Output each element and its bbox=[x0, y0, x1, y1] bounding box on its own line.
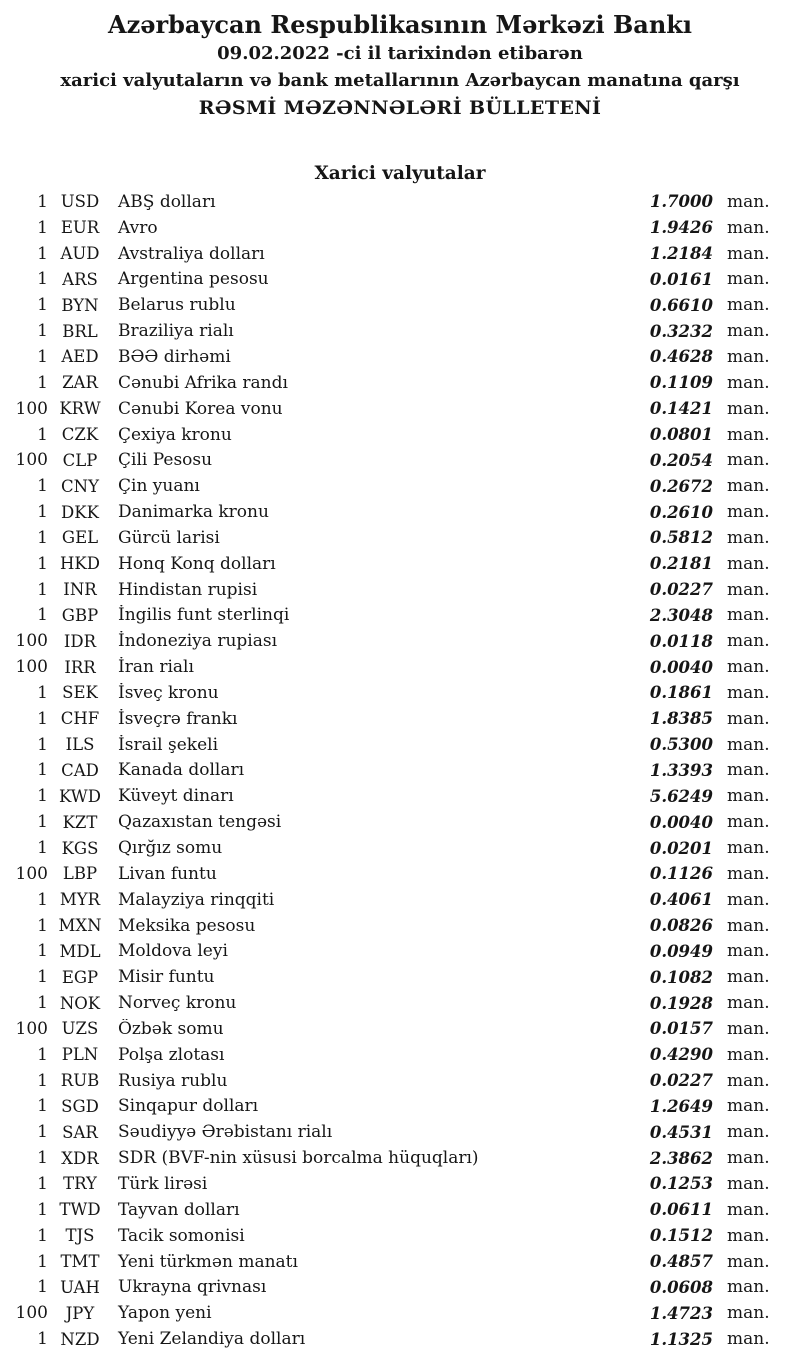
currency-quantity: 1 bbox=[37, 915, 48, 936]
currency-code: KRW bbox=[59, 399, 101, 419]
currency-quantity: 100 bbox=[15, 863, 48, 884]
currency-name: Özbək somu bbox=[118, 1018, 224, 1039]
unit-label: man. bbox=[727, 889, 770, 910]
exchange-rate: 0.1421 bbox=[649, 399, 713, 419]
unit-label: man. bbox=[727, 1018, 770, 1039]
unit-label: man. bbox=[727, 1148, 770, 1169]
currency-code: BYN bbox=[61, 295, 99, 315]
unit-label: man. bbox=[727, 1303, 770, 1324]
unit-label: man. bbox=[727, 1329, 770, 1350]
currency-row bbox=[0, 680, 774, 706]
currency-name: Avstraliya dolları bbox=[118, 243, 265, 264]
unit-label: man. bbox=[727, 734, 770, 755]
currency-code: MYR bbox=[59, 890, 101, 910]
currency-code: ARS bbox=[62, 269, 98, 289]
currency-quantity: 1 bbox=[37, 1096, 48, 1117]
currency-quantity: 100 bbox=[15, 1018, 48, 1039]
currency-name: Tacik somonisi bbox=[118, 1225, 245, 1246]
exchange-rate: 1.1325 bbox=[649, 1329, 713, 1349]
unit-label: man. bbox=[727, 450, 770, 471]
currency-name: Cənubi Afrika randı bbox=[118, 372, 288, 393]
currency-quantity: 1 bbox=[37, 993, 48, 1014]
currency-name: Malayziya rinqqiti bbox=[118, 889, 275, 910]
unit-label: man. bbox=[727, 1096, 770, 1117]
currency-quantity: 100 bbox=[15, 398, 48, 419]
currency-code: GEL bbox=[61, 528, 99, 548]
exchange-rate: 0.1082 bbox=[649, 967, 713, 987]
currency-name: Tayvan dolları bbox=[118, 1199, 240, 1220]
currency-name: Ukrayna qrivnası bbox=[118, 1277, 267, 1298]
currency-code: CHF bbox=[60, 709, 100, 729]
currency-code: TJS bbox=[65, 1226, 95, 1246]
unit-label: man. bbox=[727, 321, 770, 342]
unit-label: man. bbox=[727, 657, 770, 678]
currency-code: KZT bbox=[62, 812, 98, 832]
exchange-rate: 0.4857 bbox=[649, 1252, 713, 1272]
currency-code: CZK bbox=[61, 425, 99, 445]
currency-code: SAR bbox=[62, 1122, 98, 1142]
currency-quantity: 1 bbox=[37, 346, 48, 367]
currency-row bbox=[0, 525, 774, 551]
exchange-rate: 2.3862 bbox=[649, 1148, 713, 1168]
unit-label: man. bbox=[727, 708, 770, 729]
unit-label: man. bbox=[727, 993, 770, 1014]
currency-row bbox=[0, 1223, 774, 1249]
unit-label: man. bbox=[727, 915, 770, 936]
exchange-rate: 0.0608 bbox=[649, 1277, 713, 1297]
currency-row bbox=[0, 189, 774, 215]
unit-label: man. bbox=[727, 1225, 770, 1246]
unit-label: man. bbox=[727, 605, 770, 626]
currency-quantity: 100 bbox=[15, 631, 48, 652]
currency-code: ZAR bbox=[62, 373, 98, 393]
exchange-rate: 0.0118 bbox=[649, 631, 713, 651]
currency-quantity: 1 bbox=[37, 605, 48, 626]
currency-code: XDR bbox=[61, 1148, 99, 1168]
exchange-rate: 0.0227 bbox=[649, 1071, 713, 1091]
currency-quantity: 1 bbox=[37, 786, 48, 807]
currency-name: Rusiya rublu bbox=[118, 1070, 228, 1091]
currency-row bbox=[0, 499, 774, 525]
currency-code: INR bbox=[63, 580, 97, 600]
exchange-rate: 0.6610 bbox=[649, 295, 713, 315]
currency-quantity: 1 bbox=[37, 1122, 48, 1143]
currency-name: Livan funtu bbox=[118, 863, 217, 884]
currency-name: BƏƏ dirhəmi bbox=[118, 346, 231, 367]
unit-label: man. bbox=[727, 967, 770, 988]
currency-quantity: 1 bbox=[37, 372, 48, 393]
currency-code: ILS bbox=[65, 735, 95, 755]
currency-quantity: 1 bbox=[37, 321, 48, 342]
unit-label: man. bbox=[727, 372, 770, 393]
exchange-rate: 0.1109 bbox=[649, 373, 713, 393]
currency-quantity: 1 bbox=[37, 1044, 48, 1065]
currency-row bbox=[0, 628, 774, 654]
currency-quantity: 1 bbox=[37, 760, 48, 781]
currency-name: ABŞ dolları bbox=[118, 191, 216, 212]
bank-title: Azərbaycan Respublikasının Mərkəzi Bankı bbox=[107, 10, 693, 39]
unit-label: man. bbox=[727, 682, 770, 703]
unit-label: man. bbox=[727, 1199, 770, 1220]
currency-name: Səudiyyə Ərəbistanı rialı bbox=[118, 1122, 333, 1143]
currency-name: Hindistan rupisi bbox=[118, 579, 258, 600]
currency-name: İndoneziya rupiası bbox=[118, 631, 278, 652]
currency-name: Honq Konq dolları bbox=[118, 553, 276, 574]
currency-name: Çexiya kronu bbox=[118, 424, 232, 445]
currency-name: Çin yuanı bbox=[118, 476, 200, 497]
currency-name: Braziliya rialı bbox=[118, 321, 234, 342]
currency-quantity: 1 bbox=[37, 1070, 48, 1091]
currency-quantity: 1 bbox=[37, 812, 48, 833]
exchange-rate: 0.3232 bbox=[649, 321, 713, 341]
currency-code: UZS bbox=[61, 1019, 99, 1039]
currency-quantity: 1 bbox=[37, 941, 48, 962]
exchange-rate: 0.1928 bbox=[649, 993, 713, 1013]
unit-label: man. bbox=[727, 786, 770, 807]
currency-row bbox=[0, 1068, 774, 1094]
exchange-rate: 0.0161 bbox=[649, 269, 713, 289]
currency-code: IRR bbox=[64, 657, 96, 677]
currency-quantity: 1 bbox=[37, 553, 48, 574]
currency-row bbox=[0, 861, 774, 887]
currency-code: BRL bbox=[62, 321, 98, 341]
currency-row bbox=[0, 1300, 774, 1326]
currency-code: MXN bbox=[58, 916, 102, 936]
currency-row bbox=[0, 835, 774, 861]
currency-code: NZD bbox=[60, 1329, 100, 1349]
unit-label: man. bbox=[727, 527, 770, 548]
currency-row bbox=[0, 370, 774, 396]
exchange-rate: 0.1126 bbox=[649, 864, 713, 884]
unit-label: man. bbox=[727, 838, 770, 859]
currency-name: Çili Pesosu bbox=[118, 450, 213, 471]
currency-quantity: 1 bbox=[37, 217, 48, 238]
currency-code: DKK bbox=[61, 502, 99, 522]
currency-row bbox=[0, 1094, 774, 1120]
exchange-rate: 0.2610 bbox=[649, 502, 713, 522]
currency-name: Sinqapur dolları bbox=[118, 1096, 259, 1117]
currency-quantity: 100 bbox=[15, 1303, 48, 1324]
currency-row bbox=[0, 1274, 774, 1300]
currency-row bbox=[0, 603, 774, 629]
currency-code: KGS bbox=[61, 838, 99, 858]
unit-label: man. bbox=[727, 424, 770, 445]
currency-name: İngilis funt sterlinqi bbox=[118, 605, 290, 626]
currency-name: SDR (BVF-nin xüsusi borcalma hüquqları) bbox=[118, 1148, 479, 1169]
currency-name: Yeni Zelandiya dolları bbox=[118, 1329, 306, 1350]
unit-label: man. bbox=[727, 1070, 770, 1091]
exchange-rate: 0.0227 bbox=[649, 580, 713, 600]
currency-row bbox=[0, 1249, 774, 1275]
currency-name: Küveyt dinarı bbox=[118, 786, 234, 807]
currency-row bbox=[0, 1171, 774, 1197]
currency-code: AUD bbox=[60, 244, 100, 264]
currency-code: MDL bbox=[59, 941, 101, 961]
currency-row bbox=[0, 1016, 774, 1042]
currency-quantity: 1 bbox=[37, 1277, 48, 1298]
bulletin-header bbox=[0, 0, 800, 122]
currency-quantity: 1 bbox=[37, 1199, 48, 1220]
unit-label: man. bbox=[727, 1277, 770, 1298]
currency-row bbox=[0, 551, 774, 577]
exchange-rate: 0.4628 bbox=[649, 347, 713, 367]
currency-quantity: 1 bbox=[37, 889, 48, 910]
exchange-rate: 5.6249 bbox=[649, 786, 713, 806]
exchange-rate: 0.0040 bbox=[649, 812, 713, 832]
currency-code: PLN bbox=[61, 1045, 99, 1065]
exchange-rate: 0.1253 bbox=[649, 1174, 713, 1194]
currency-name: Türk lirəsi bbox=[118, 1173, 208, 1194]
section-title-foreign-currencies: Xarici valyutalar bbox=[314, 163, 486, 184]
currency-name: Yapon yeni bbox=[118, 1303, 212, 1324]
unit-label: man. bbox=[727, 1251, 770, 1272]
exchange-rate: 0.2672 bbox=[649, 476, 713, 496]
unit-label: man. bbox=[727, 346, 770, 367]
currency-code: JPY bbox=[65, 1303, 95, 1323]
currency-quantity: 1 bbox=[37, 734, 48, 755]
currency-quantity: 1 bbox=[37, 502, 48, 523]
currency-code: TWD bbox=[59, 1200, 101, 1220]
unit-label: man. bbox=[727, 217, 770, 238]
currency-code: NOK bbox=[59, 993, 101, 1013]
currency-code: KWD bbox=[59, 786, 101, 806]
currency-name: Gürcü larisi bbox=[118, 527, 220, 548]
exchange-rate: 0.0949 bbox=[649, 941, 713, 961]
exchange-rate: 0.4061 bbox=[649, 890, 713, 910]
exchange-rate: 0.1512 bbox=[649, 1226, 713, 1246]
currency-name: Argentina pesosu bbox=[118, 269, 269, 290]
currency-row bbox=[0, 447, 774, 473]
currency-name: Danimarka kronu bbox=[118, 502, 269, 523]
exchange-rate: 0.5300 bbox=[649, 735, 713, 755]
currency-code: TMT bbox=[60, 1252, 100, 1272]
currency-name: Norveç kronu bbox=[118, 993, 237, 1014]
bulletin-title-line: RƏSMİ MƏZƏNNƏLƏRİ BÜLLETENİ bbox=[198, 97, 602, 119]
currency-code: EGP bbox=[61, 967, 99, 987]
effective-date-line: 09.02.2022 -ci il tarixindən etibarən bbox=[217, 43, 583, 64]
currency-row bbox=[0, 318, 774, 344]
currency-quantity: 1 bbox=[37, 1225, 48, 1246]
currency-name: Moldova leyi bbox=[118, 941, 228, 962]
currency-name: Cənubi Korea vonu bbox=[118, 398, 283, 419]
currency-row bbox=[0, 732, 774, 758]
unit-label: man. bbox=[727, 1173, 770, 1194]
currency-row bbox=[0, 344, 774, 370]
unit-label: man. bbox=[727, 863, 770, 884]
currency-code: GBP bbox=[61, 605, 99, 625]
exchange-rate: 0.0157 bbox=[649, 1019, 713, 1039]
currency-quantity: 1 bbox=[37, 1148, 48, 1169]
currency-row bbox=[0, 577, 774, 603]
unit-label: man. bbox=[727, 812, 770, 833]
currency-name: Kanada dolları bbox=[118, 760, 245, 781]
currency-name: Belarus rublu bbox=[118, 295, 236, 316]
currency-code: SGD bbox=[61, 1096, 99, 1116]
exchange-rate: 2.3048 bbox=[649, 605, 713, 625]
currency-name: İsveç kronu bbox=[118, 682, 219, 703]
currency-code: TRY bbox=[63, 1174, 97, 1194]
currency-code: RUB bbox=[60, 1071, 100, 1091]
currency-code: SEK bbox=[62, 683, 98, 703]
unit-label: man. bbox=[727, 631, 770, 652]
currency-name: Qazaxıstan tengəsi bbox=[118, 812, 282, 833]
currency-code: CNY bbox=[61, 476, 99, 496]
exchange-rate: 0.2181 bbox=[649, 554, 713, 574]
currency-code: AED bbox=[61, 347, 99, 367]
currency-name: Qırğız somu bbox=[118, 838, 223, 859]
exchange-rate: 0.0201 bbox=[649, 838, 713, 858]
currency-quantity: 100 bbox=[15, 450, 48, 471]
currency-row bbox=[0, 913, 774, 939]
currency-row bbox=[0, 654, 774, 680]
currency-row bbox=[0, 990, 774, 1016]
currency-code: EUR bbox=[60, 218, 100, 238]
exchange-rate: 1.2184 bbox=[649, 244, 713, 264]
currency-row bbox=[0, 267, 774, 293]
currency-row bbox=[0, 292, 774, 318]
currency-name: Meksika pesosu bbox=[118, 915, 256, 936]
currency-code: HKD bbox=[60, 554, 100, 574]
currency-code: IDR bbox=[63, 631, 97, 651]
exchange-rate: 1.3393 bbox=[649, 760, 713, 780]
unit-label: man. bbox=[727, 243, 770, 264]
currency-quantity: 1 bbox=[37, 527, 48, 548]
currency-quantity: 1 bbox=[37, 1173, 48, 1194]
currency-row bbox=[0, 1145, 774, 1171]
currency-quantity: 1 bbox=[37, 708, 48, 729]
currency-name: Avro bbox=[118, 217, 158, 238]
currency-code: USD bbox=[60, 192, 100, 212]
currency-row bbox=[0, 473, 774, 499]
exchange-rate: 1.9426 bbox=[649, 218, 713, 238]
exchange-rate: 1.4723 bbox=[649, 1303, 713, 1323]
currency-row bbox=[0, 783, 774, 809]
exchange-rate: 0.0611 bbox=[649, 1200, 713, 1220]
exchange-rate: 0.4290 bbox=[649, 1045, 713, 1065]
currency-row bbox=[0, 887, 774, 913]
currency-row bbox=[0, 758, 774, 784]
currency-row bbox=[0, 706, 774, 732]
currency-quantity: 1 bbox=[37, 1329, 48, 1350]
currency-code: UAH bbox=[60, 1277, 100, 1297]
unit-label: man. bbox=[727, 476, 770, 497]
exchange-rate: 0.0040 bbox=[649, 657, 713, 677]
currency-row bbox=[0, 964, 774, 990]
unit-label: man. bbox=[727, 760, 770, 781]
currency-code: CLP bbox=[62, 450, 98, 470]
currency-code: LBP bbox=[62, 864, 98, 884]
currency-row bbox=[0, 1197, 774, 1223]
currency-quantity: 1 bbox=[37, 476, 48, 497]
currency-row bbox=[0, 1042, 774, 1068]
unit-label: man. bbox=[727, 941, 770, 962]
currency-quantity: 1 bbox=[37, 579, 48, 600]
currency-quantity: 1 bbox=[37, 1251, 48, 1272]
currency-row bbox=[0, 422, 774, 448]
exchange-rate: 1.2649 bbox=[649, 1096, 713, 1116]
subject-line: xarici valyutaların və bank metallarının Azərbaycan manatına qarşı bbox=[60, 70, 740, 91]
unit-label: man. bbox=[727, 553, 770, 574]
currency-row bbox=[0, 938, 774, 964]
unit-label: man. bbox=[727, 1122, 770, 1143]
currency-name: Polşa zlotası bbox=[118, 1044, 225, 1065]
currency-quantity: 1 bbox=[37, 838, 48, 859]
exchange-rate: 0.5812 bbox=[649, 528, 713, 548]
currency-quantity: 100 bbox=[15, 657, 48, 678]
currency-row bbox=[0, 241, 774, 267]
currency-row bbox=[0, 1326, 774, 1352]
unit-label: man. bbox=[727, 579, 770, 600]
exchange-rate: 0.0826 bbox=[649, 916, 713, 936]
currency-row bbox=[0, 396, 774, 422]
unit-label: man. bbox=[727, 269, 770, 290]
currency-quantity: 1 bbox=[37, 243, 48, 264]
currency-rate-table bbox=[0, 189, 800, 1352]
currency-code: CAD bbox=[61, 760, 99, 780]
currency-quantity: 1 bbox=[37, 967, 48, 988]
currency-name: İsrail şekeli bbox=[118, 734, 218, 755]
unit-label: man. bbox=[727, 1044, 770, 1065]
currency-name: Misir funtu bbox=[118, 967, 215, 988]
currency-row bbox=[0, 1119, 774, 1145]
exchange-rate: 1.8385 bbox=[649, 709, 713, 729]
exchange-rate: 0.0801 bbox=[649, 425, 713, 445]
unit-label: man. bbox=[727, 191, 770, 212]
unit-label: man. bbox=[727, 502, 770, 523]
exchange-rate: 0.4531 bbox=[649, 1122, 713, 1142]
exchange-rate: 1.7000 bbox=[649, 192, 713, 212]
unit-label: man. bbox=[727, 398, 770, 419]
unit-label: man. bbox=[727, 295, 770, 316]
currency-quantity: 1 bbox=[37, 424, 48, 445]
currency-row bbox=[0, 215, 774, 241]
currency-row bbox=[0, 809, 774, 835]
currency-quantity: 1 bbox=[37, 191, 48, 212]
currency-name: Yeni türkmən manatı bbox=[118, 1251, 298, 1272]
currency-name: İran rialı bbox=[118, 657, 194, 678]
exchange-rate: 0.2054 bbox=[649, 450, 713, 470]
currency-quantity: 1 bbox=[37, 295, 48, 316]
currency-quantity: 1 bbox=[37, 682, 48, 703]
currency-name: İsveçrə frankı bbox=[118, 708, 238, 729]
currency-quantity: 1 bbox=[37, 269, 48, 290]
exchange-rate: 0.1861 bbox=[649, 683, 713, 703]
